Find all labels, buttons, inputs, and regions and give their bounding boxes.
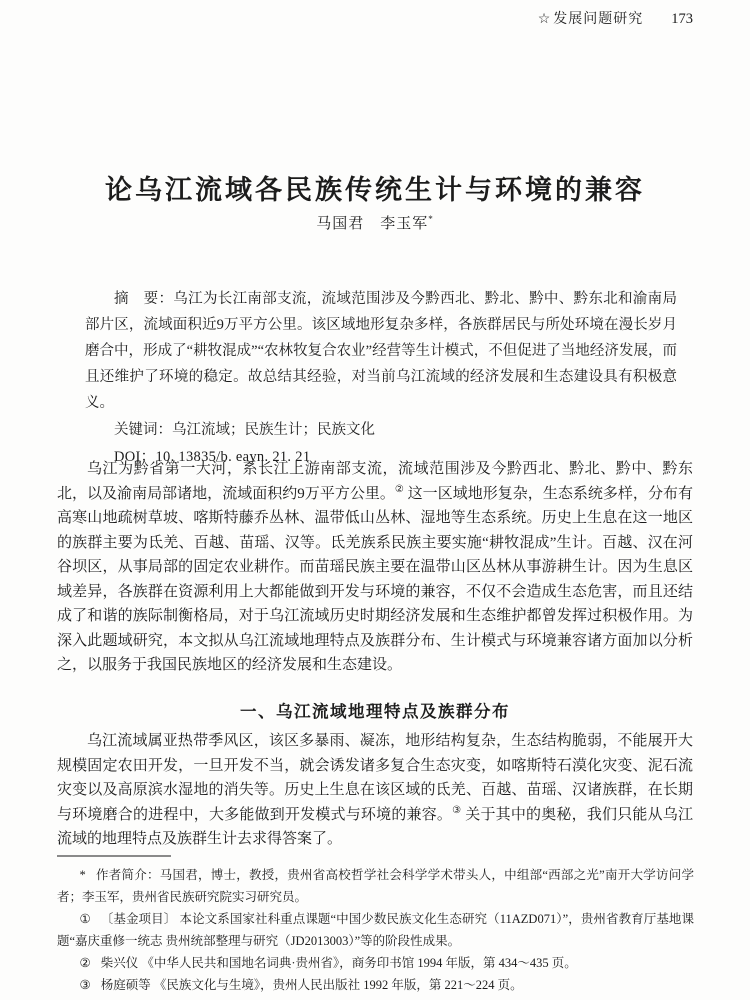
star-icon: ☆ bbox=[537, 12, 552, 27]
footnote-text-asterisk: 作者简介：马国君，博士，教授，贵州省高校哲学社会科学学术带头人，中组部“西部之光”南开大学访问学者；李玉军，贵州省民族研究院实习研究员。 bbox=[57, 868, 694, 904]
body-paragraph-2 bbox=[57, 729, 693, 852]
abstract-block bbox=[85, 286, 677, 470]
section-1-heading: 一、乌江流域地理特点及族群分布 bbox=[240, 701, 510, 721]
paragraph-1-text-b: 这一区域地形复杂，生态系统多样，分布有高寒山地疏树草坡、喀斯特藤乔丛林、温带低山丛林、湿地等生态系统。历史上生息在这一地区的族群主要为氐羌、百越、苗瑶、汉等。氐羌族系民族主要实施“耕牧混成”生计。百越、汉在河谷坝区，从事局部的固定农业耕作。而苗瑶民族主要在温带山区丛林从事游耕生计。因为生息区域差异，各族群在资源利用上大都能做到开发与环境的兼容，不仅不会造成生态危害，而且还结成了和谐的族际制衡格局，对于乌江流域历史时期经济发展和生态维护都曾发挥过积极作用。为深入此题域研究，本文拟从乌江流域地理特点及族群分布、生计模式与环境兼容诸方面加以分析之，以服务于我国民族地区的经济发展和生态建设。 bbox=[57, 485, 693, 673]
doi-value: 10. 13835/b. eayn. 21. 21 bbox=[155, 449, 311, 465]
doi-label: DOI： bbox=[114, 449, 156, 465]
footnote-2 bbox=[57, 952, 694, 974]
body-paragraph-1 bbox=[57, 457, 693, 678]
authors-line bbox=[0, 212, 750, 233]
footnote-text-1: 〔基金项目〕 本论文系国家社科重点课题“中国少数民族文化生态研究（11AZD071）”，贵州省教育厅基地课题“嘉庆重修一统志 贵州统部整理与研究（JD2013003）”等的阶段性成果。 bbox=[57, 912, 694, 948]
paragraph-1-text-a: 乌江为黔省第一大河，系长江上游南部支流，流域范围涉及今黔西北、黔北、黔中、黔东北，以及渝南局部诸地，流域面积约9万平方公里。 bbox=[57, 461, 693, 502]
article-title: 论乌江流域各民族传统生计与环境的兼容 bbox=[105, 175, 645, 206]
paragraph-2-text-a: 乌江流域属亚热带季风区，该区多暴雨、凝冻，地形结构复杂，生态结构脆弱，不能展开大规模固定农田开发，一旦开发不当，就会诱发诸多复合生态灾变，如喀斯特石漠化灾变、泥石流灾变以及高原滨水湿地的消失等。历史上生息在该区域的氐羌、百越、苗瑶、汉诸族群，在长期与环境磨合的进程中，大多能做到开发模式与环境的兼容。 bbox=[57, 733, 693, 823]
abstract-label: 摘 要： bbox=[114, 291, 174, 307]
keywords-text: 乌江流域；民族生计；民族文化 bbox=[172, 422, 375, 438]
footnote-3 bbox=[57, 974, 694, 996]
footnote-marker-2: ② bbox=[79, 956, 91, 970]
footnote-author-bio bbox=[57, 864, 694, 908]
footnote-marker-asterisk: * bbox=[79, 868, 86, 882]
footnote-divider bbox=[57, 855, 171, 857]
footnotes-block bbox=[57, 864, 694, 996]
page-number: 173 bbox=[671, 11, 693, 27]
footnote-text-2: 柴兴仪 《中华人民共和国地名词典·贵州省》，商务印书馆 1994 年版，第 434～435 页。 bbox=[100, 956, 577, 970]
keywords-line bbox=[85, 417, 677, 443]
footnote-ref-3: ③ bbox=[452, 804, 462, 816]
footnote-text-3: 杨庭硕等 《民族文化与生境》，贵州人民出版社 1992 年版，第 221～224 页。 bbox=[100, 978, 523, 992]
footnote-1 bbox=[57, 908, 694, 952]
abstract-paragraph bbox=[85, 286, 677, 416]
author-footnote-mark: * bbox=[428, 214, 434, 224]
paragraph-2-text-b: 关于其中的奥秘，我们只能从乌江流域的地理特点及族群生计去求得答案了。 bbox=[57, 806, 693, 847]
section-title: 发展问题研究 bbox=[553, 12, 644, 27]
footnote-ref-2: ② bbox=[394, 483, 404, 495]
keywords-label: 关键词： bbox=[114, 422, 172, 438]
footnote-marker-1: ① bbox=[79, 912, 91, 926]
footnote-marker-3: ③ bbox=[79, 978, 91, 992]
author-names: 马国君 李玉军 bbox=[316, 216, 429, 232]
running-head bbox=[538, 8, 693, 28]
abstract-text: 乌江为长江南部支流，流域范围涉及今黔西北、黔北、黔中、黔东北和渝南局部片区，流域面积近9万平方公里。该区域地形复杂多样，各族群居民与所处环境在漫长岁月磨合中，形成了“耕牧混成”“农林牧复合农业”经营等生计模式，不但促进了当地经济发展，而且还维护了环境的稳定。故总结其经验，对当前乌江流域的经济发展和生态建设具有积极意义。 bbox=[85, 291, 677, 411]
